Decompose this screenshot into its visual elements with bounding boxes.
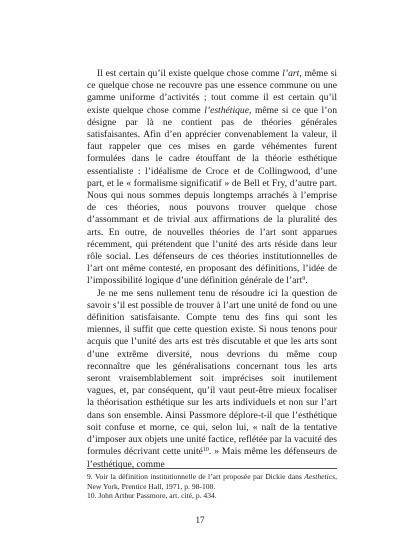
paragraph-1-part-d: . bbox=[305, 275, 308, 287]
body-text bbox=[87, 68, 337, 471]
paragraph-1-part-c: , même si ce que l’on désigne par là ne contient pas de théories générales satisfaisantes. Afin d’en apprécier convenablement la valeur, il faut rappeler que ces mises en garde véhémentes furent formulées dans le cadre étouffant de la théorie esthétique essentialiste : l’idéalisme de Croce et de Collingwood, d’une part, et le « formalisme significatif » de Bell et Fry, d’autre part. Nous qui nous sommes depuis longtemps arrachés à l’emprise de ces théories, nous pouvons trouver quelque chose d’assommant et de trivial aux affirmations de la pluralité des arts. En outre, de nouvelles théories de l’art sont apparues récemment, qui prétendent que l’unité des arts réside dans leur rôle social. Les défenseurs de ces théories institutionnelles de l’art ont même contesté, en proposant des définitions, l’idée de l’impossibilité logique d’une définition générale de l’art bbox=[87, 104, 337, 287]
paragraph-1-part-b: , même si ce quelque chose ne recouvre pas une essence commune ou une gamme uniforme d’activités ; tout comme il est certain qu’il existe quelque chose comme bbox=[87, 68, 337, 116]
paragraph-2 bbox=[87, 288, 337, 471]
page-number: 17 bbox=[195, 515, 205, 525]
footnote-9-suffix: , New York, Prentice Hall, 1971, p. 98-108. bbox=[87, 472, 337, 491]
paragraph-2-part-a: Je ne me sens nullement tenu de résoudre ici la question de savoir s’il est possible de trouver à l’art une unité de fond ou une définition satisfaisante. Compte tenu des fins qui sont les miennes, il suffit que cette question existe. Si nous tenons pour acquis que l’unité des arts est très discutable et que les arts sont d’une extrême diversité, nous devrions du même coup reconnaître que les généralisations concernant tous les arts seront vraisemblablement soit imprécises soit inutilement vagues, et, par conséquent, qu’il vaut peut-être mieux focaliser la théorisation esthétique sur les arts individuels et non sur l’art dans son ensemble. Ainsi Passmore déplore-t-il que l’esthétique soit confuse et morne, ce qui, selon lui, « naît de la tentative d’imposer aux objets une unité factice, reflétée par la vacuité des formules décrivant cette unité bbox=[87, 287, 337, 458]
footnote-9 bbox=[87, 472, 337, 491]
footnote-9-prefix: 9. Voir la définition institutionnelle de l’art proposée par Dickie dans bbox=[87, 472, 305, 481]
footnote-10: 10. John Arthur Passmore, art. cité, p. 434. bbox=[87, 491, 217, 501]
footnote-9-title: Aesthetics bbox=[304, 472, 336, 481]
emphasis-esthetique: l’esthétique bbox=[204, 104, 249, 116]
emphasis-art: l’art bbox=[282, 68, 300, 79]
footnote-separator bbox=[87, 468, 337, 469]
footnote-ref-9[interactable]: 9 bbox=[302, 276, 306, 283]
paragraph-1 bbox=[87, 68, 337, 288]
paragraph-2-part-b: . » Mais même les défenseurs de l’esthétique, comme bbox=[87, 446, 338, 470]
footnote-ref-10[interactable]: 10 bbox=[202, 447, 209, 454]
footnotes bbox=[87, 472, 337, 501]
paragraph-1-part-a: Il est certain qu’il existe quelque chose comme bbox=[97, 68, 283, 79]
